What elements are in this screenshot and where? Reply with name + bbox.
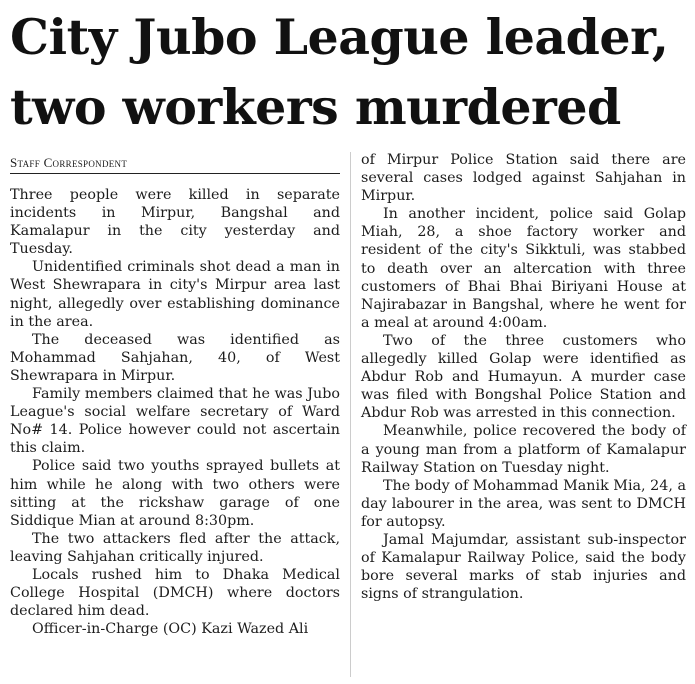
- paragraph: The two attackers fled after the attack, leaving Sahjahan critically injured.: [10, 530, 340, 565]
- paragraph: The body of Mohammad Manik Mia, 24, a day labourer in the area, was sent to DMCH for autopsy.: [361, 477, 686, 530]
- paragraph: Family members claimed that he was Jubo League's social welfare secretary of Ward No# 14. Police however could not ascertain this claim.: [10, 386, 340, 457]
- headline-line-1: City Jubo League leader,: [10, 8, 669, 66]
- byline: Staff Correspondent: [10, 151, 340, 174]
- paragraph: Unidentified criminals shot dead a man in West Shewrapara in city's Mirpur area last night, allegedly over establishing dominance in the area.: [10, 259, 340, 330]
- headline-line-2: two workers murdered: [10, 78, 621, 136]
- paragraph: Two of the three customers who allegedly killed Golap were identified as Abdur Rob and Humayun. A murder case was filed with Bongshal Police Station and Abdur Rob was arrested in this connection.: [361, 332, 686, 422]
- paragraph: of Mirpur Police Station said there are several cases lodged against Sahjahan in Mirpur.: [361, 152, 686, 205]
- paragraph: In another incident, police said Golap Miah, 28, a shoe factory worker and resident of the city's Sikktuli, was stabbed to death over an altercation with three customers of Bhai Bhai Biriyani House at Najirabazar in Bangshal, where he went for a meal at around 4:00am.: [361, 206, 686, 331]
- paragraph: Officer-in-Charge (OC) Kazi Wazed Ali: [32, 621, 309, 638]
- paragraph: Meanwhile, police recovered the body of a young man from a platform of Kamalapur Railway Station on Tuesday night.: [361, 423, 686, 476]
- paragraph: The deceased was identified as Mohammad Sahjahan, 40, of West Shewrapara in Mirpur.: [10, 331, 340, 384]
- paragraph: Locals rushed him to Dhaka Medical College Hospital (DMCH) where doctors declared him dead.: [10, 566, 340, 620]
- paragraph: Police said two youths sprayed bullets at him while he along with two others were sitting at the rickshaw garage of one Siddique Mian at around 8:30pm.: [10, 458, 340, 529]
- column-divider: [350, 152, 351, 677]
- paragraph: Three people were killed in separate incidents in Mirpur, Bangshal and Kamalapur in the city yesterday and Tuesday.: [10, 187, 340, 258]
- article-column-left: [10, 151, 340, 638]
- paragraph: Jamal Majumdar, assistant sub-inspector of Kamalapur Railway Police, said the body bore several marks of stab injuries and signs of strangulation.: [361, 531, 686, 603]
- headline: [10, 2, 690, 142]
- article-column-right: [361, 151, 686, 603]
